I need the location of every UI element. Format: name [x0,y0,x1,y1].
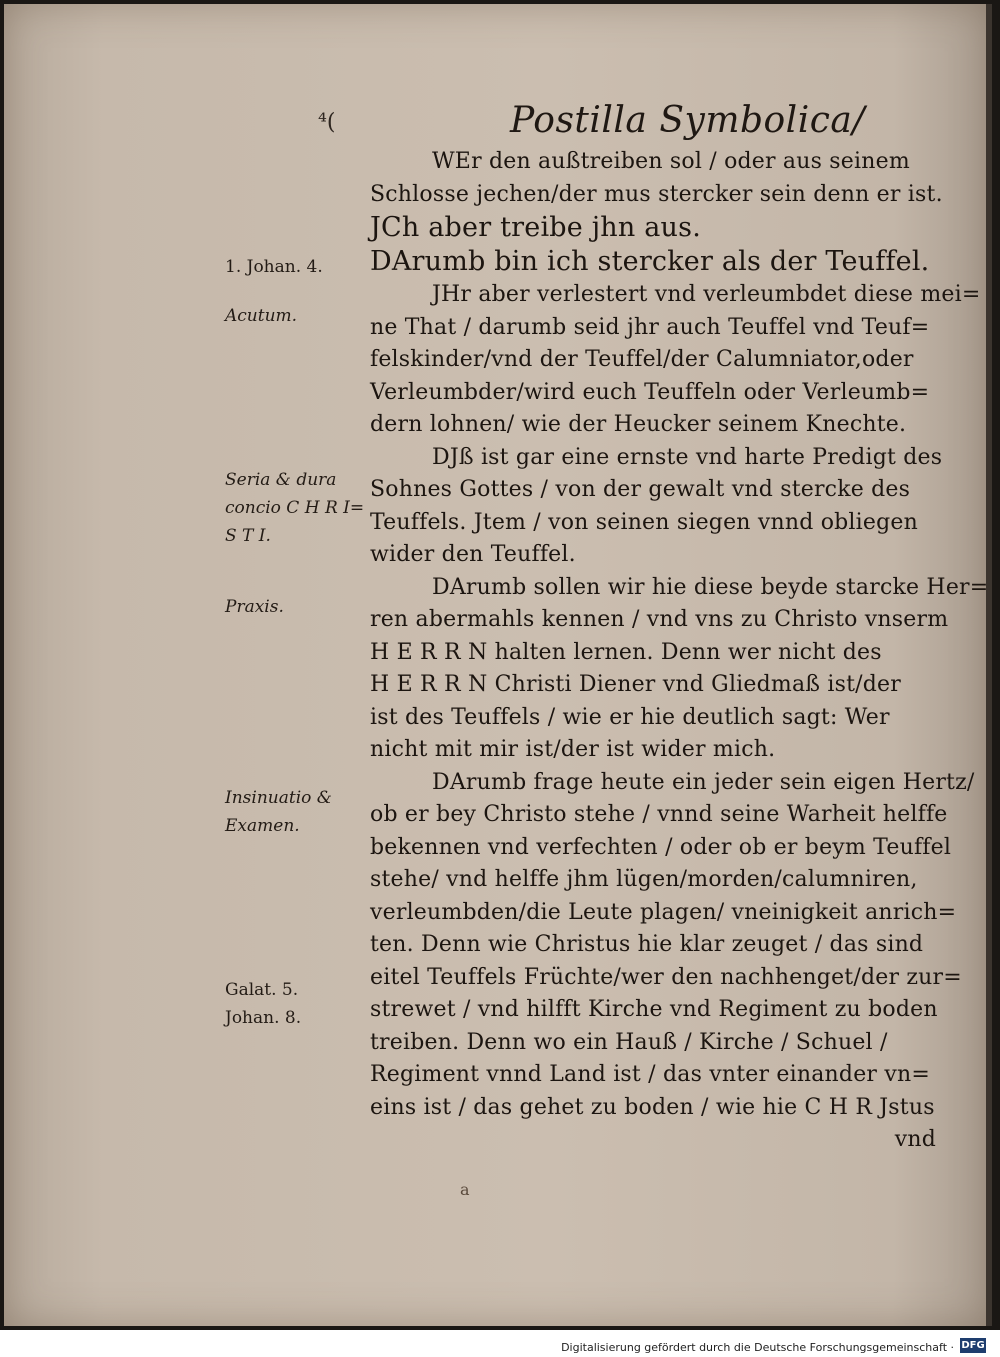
margin-note-line: Seria & dura [225,470,337,490]
text-line: Verleumbder/wird euch Teuffeln oder Verleumb= [370,379,930,405]
text-line: treiben. Denn wo ein Hauß / Kirche / Schuel / [370,1029,888,1055]
signature-mark: a [460,1180,470,1199]
text-line: DArumb bin ich stercker als der Teuffel. [370,246,930,277]
margin-note-line: Johan. 8. [225,1008,302,1028]
text-line: JHr aber verlestert vnd verleumbdet diese mei= [432,282,981,307]
margin-note-acutum [225,302,297,330]
funding-credit: Digitalisierung gefördert durch die Deutsche Forschungsgemeinschaft · [561,1341,954,1354]
header-mark: ⁴( [318,110,336,135]
text-line: DArumb frage heute ein jeder sein eigen Hertz/ [432,769,975,795]
text-line: stehe/ vnd helffe jhm lügen/morden/calumniren, [370,867,918,892]
running-head: Postilla Symbolica/ [510,100,865,141]
margin-note-praxis [225,593,284,621]
margin-note-line: Galat. 5. [225,980,299,1000]
text-line: Sohnes Gottes / von der gewalt vnd stercke des [370,477,911,502]
text-line: WEr den außtreiben sol / oder aus seinem [432,149,910,174]
text-line: dern lohnen/ wie der Heucker seinem Knechte. [370,412,907,437]
margin-note-galat [225,976,301,1032]
text-line: Regiment vnnd Land ist / das vnter einander vn= [370,1062,930,1087]
text-line: ob er bey Christo stehe / vnnd seine Warheit helffe [370,802,948,827]
text-line: DJß ist gar eine ernste vnd harte Predigt des [432,444,943,470]
dfg-logo: DFG [961,1340,985,1351]
margin-note-line: S T I. [225,526,271,546]
text-line: H E R R N halten lernen. Denn wer nicht des [370,639,882,665]
margin-note-line: 1. Johan. 4. [225,257,323,277]
margin-note-johan-4 [225,253,323,281]
text-line: ne That / darumb seid jhr auch Teuffel vnd Teuf= [370,314,930,340]
margin-note-seria [225,466,364,550]
text-line: Schlosse jechen/der mus stercker sein denn er ist. [370,181,943,207]
text-line: strewet / vnd hilfft Kirche vnd Regiment zu boden [370,997,938,1022]
margin-note-line: Praxis. [225,597,284,617]
text-line: Teuffels. Jtem / von seinen siegen vnnd obliegen [370,509,918,535]
text-line: verleumbden/die Leute plagen/ vneinigkeit anrich= [370,899,957,925]
text-line: ren abermahls kennen / vnd vns zu Christo vnserm [370,607,949,632]
body-text [370,146,989,1157]
text-line: ist des Teuffels / wie er hie deutlich sagt: Wer [370,704,890,730]
text-line: vnd [894,1127,936,1152]
text-line: eins ist / das gehet zu boden / wie hie C H R Jstus [370,1094,935,1120]
text-line: eitel Teuffels Früchte/wer den nachhenget/der zur= [370,964,962,990]
text-line: ten. Denn wie Christus hie klar zeuget / das sind [370,932,924,957]
text-line: wider den Teuffel. [370,542,576,567]
text-line: H E R R N Christi Diener vnd Gliedmaß ist/der [370,672,901,697]
text-line: DArumb sollen wir hie diese beyde starcke Her= [432,574,989,600]
text-line: bekennen vnd verfechten / oder ob er beym Teuffel [370,834,952,860]
margin-note-line: Insinuatio & [225,788,332,808]
page-edge [986,4,992,1326]
margin-note-line: concio C H R I= [225,498,365,518]
margin-note-line: Acutum. [225,306,298,326]
margin-note-line: Examen. [225,816,300,836]
text-line: JCh aber treibe jhn aus. [370,212,701,243]
margin-note-insinuatio [225,784,332,840]
text-line: felskinder/vnd der Teuffel/der Calumniator,oder [370,347,914,372]
text-line: nicht mit mir ist/der ist wider mich. [370,737,776,762]
